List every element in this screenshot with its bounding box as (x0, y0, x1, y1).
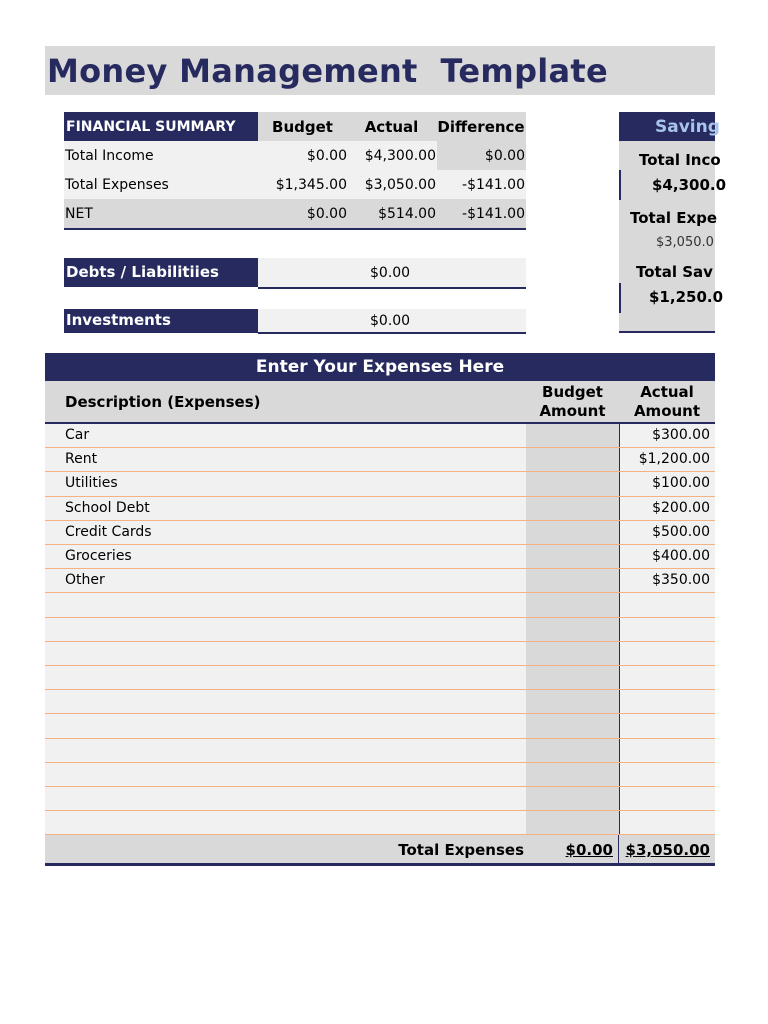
page-title: Money Management Template (47, 52, 609, 90)
summary-row-budget: $0.00 (306, 148, 347, 164)
row-divider (45, 568, 715, 569)
row-divider (45, 520, 715, 521)
debts-label: Debts / Liabilitiies (66, 263, 219, 281)
expenses-col-budget-line2: Amount (539, 402, 606, 420)
investments-value: $0.00 (370, 313, 411, 329)
expenses-banner (45, 353, 715, 381)
row-divider (45, 665, 715, 666)
expense-description[interactable]: Car (65, 427, 90, 443)
row-divider (45, 496, 715, 497)
savings-total-value: $1,250.0 (649, 288, 724, 306)
savings-header-cell (619, 112, 720, 141)
summary-row-difference: -$141.00 (462, 206, 525, 222)
expense-description[interactable]: Other (65, 572, 105, 588)
savings-income-label: Total Inco (639, 151, 721, 169)
expenses-total-budget: $0.00 (565, 841, 613, 859)
row-divider (45, 544, 715, 545)
row-divider (45, 641, 715, 642)
row-divider (45, 471, 715, 472)
summary-row-actual: $514.00 (378, 206, 436, 222)
investments-label-cell (64, 309, 258, 333)
expense-actual[interactable]: $200.00 (652, 500, 710, 516)
summary-row-difference: -$141.00 (462, 177, 525, 193)
savings-total-label: Total Sav (636, 263, 713, 281)
expense-actual[interactable]: $300.00 (652, 427, 710, 443)
expenses-banner-title: Enter Your Expenses Here (255, 357, 505, 377)
summary-row-label: Total Expenses (65, 177, 169, 193)
debts-label-cell (64, 258, 258, 287)
summary-row-actual: $3,050.00 (364, 177, 436, 193)
expense-description[interactable]: Utilities (65, 475, 118, 491)
row-divider (45, 689, 715, 690)
row-divider (45, 592, 715, 593)
expenses-total-actual: $3,050.00 (625, 841, 710, 859)
summary-row-budget: $0.00 (306, 206, 347, 222)
expenses-col-budget-line1: Budget (542, 383, 603, 401)
row-divider (45, 738, 715, 739)
row-divider (45, 447, 715, 448)
expenses-col-actual-line2: Amount (633, 402, 701, 420)
summary-row-difference: $0.00 (484, 148, 525, 164)
savings-panel (619, 112, 727, 333)
savings-header: Saving (655, 117, 720, 137)
expense-description[interactable]: Credit Cards (65, 524, 152, 540)
expense-actual[interactable]: $500.00 (652, 524, 710, 540)
summary-header-cell (64, 112, 258, 141)
expense-actual[interactable]: $1,200.00 (638, 451, 710, 467)
row-divider (45, 762, 715, 763)
savings-expenses-label: Total Expe (630, 209, 718, 227)
row-divider (45, 786, 715, 787)
summary-row-label: Total Income (65, 148, 154, 164)
summary-row-budget: $1,345.00 (275, 177, 347, 193)
expenses-budget-column (526, 424, 619, 835)
debts-value: $0.00 (370, 265, 411, 281)
expense-actual[interactable]: $400.00 (652, 548, 710, 564)
summary-header: FINANCIAL SUMMARY (66, 119, 236, 135)
row-divider (45, 617, 715, 618)
investments-label: Investments (66, 311, 171, 329)
expense-actual[interactable]: $350.00 (652, 572, 710, 588)
row-divider (45, 713, 715, 714)
summary-col-budget: Budget (272, 118, 333, 136)
savings-expenses-value: $3,050.0 (656, 235, 714, 250)
savings-border-mark (619, 170, 621, 200)
summary-col-difference: Difference (437, 118, 525, 136)
expense-description[interactable]: Rent (65, 451, 98, 467)
expense-description[interactable]: School Debt (65, 500, 150, 516)
row-divider (45, 810, 715, 811)
expense-actual[interactable]: $100.00 (652, 475, 710, 491)
expenses-total-label: Total Expenses (398, 841, 524, 859)
expenses-col-actual-line1: Actual (640, 383, 694, 401)
summary-row-actual: $4,300.00 (364, 148, 436, 164)
summary-row-label: NET (65, 206, 93, 222)
expenses-col-description: Description (Expenses) (65, 393, 261, 411)
summary-col-actual: Actual (364, 118, 419, 136)
expense-description[interactable]: Groceries (65, 548, 132, 564)
savings-border-mark (619, 283, 621, 313)
savings-income-value: $4,300.0 (652, 176, 727, 194)
